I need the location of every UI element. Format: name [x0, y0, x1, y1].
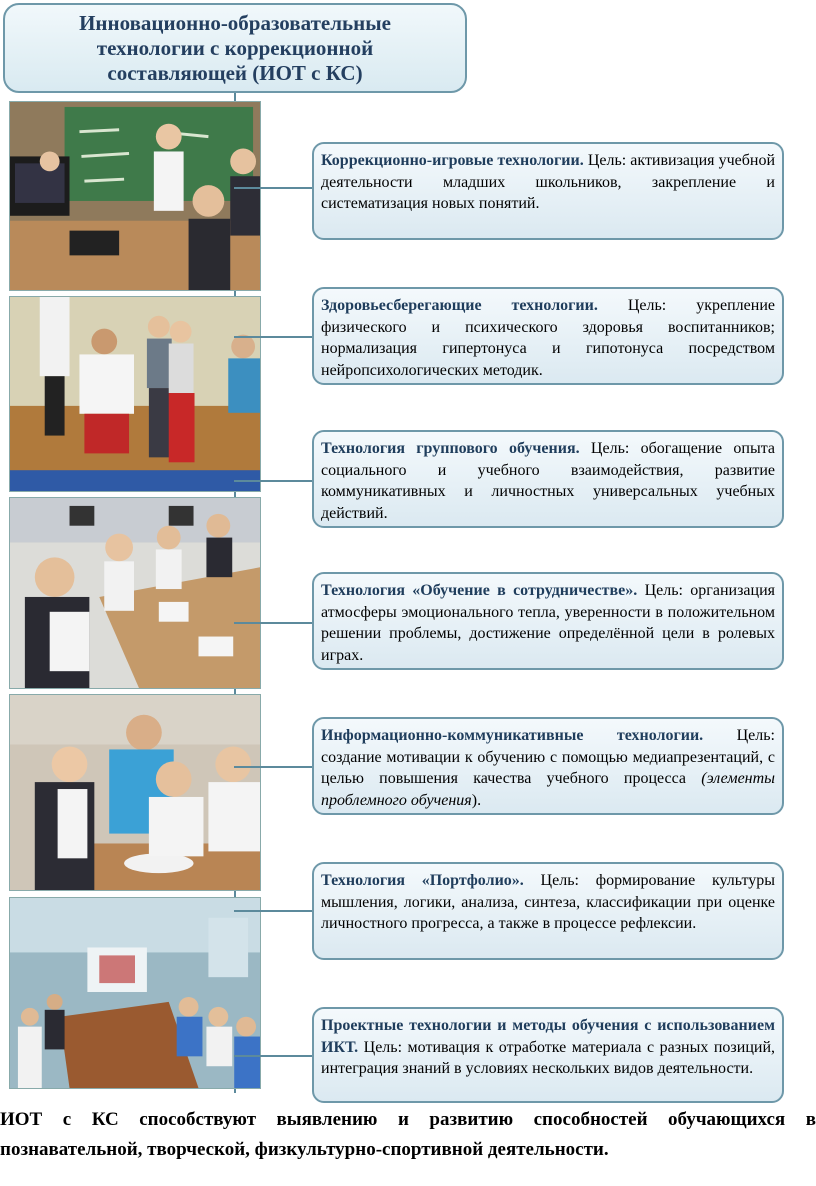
technology-goal-italic: (элементы проблемного обучения	[321, 770, 775, 809]
technology-box-group	[312, 430, 784, 528]
technology-box-correction-game	[312, 142, 784, 240]
technology-title: Технология группового обучения.	[321, 440, 580, 457]
technology-goal: Цель: создание мотивации к обучению с помощью медиапрезентаций, с целью повышения качества учебного процесса	[321, 727, 775, 787]
connector-5	[234, 766, 312, 768]
technology-title: Здоровьесберегающие технологии.	[321, 297, 598, 314]
classroom-presentation-photo	[9, 897, 261, 1089]
technology-goal: Цель: мотивация к отработке материала с разных позиций, интеграция знаний в условиях нескольких видов деятельности.	[321, 1038, 775, 1077]
technology-title: Технология «Обучение в сотрудничестве».	[321, 582, 638, 599]
technology-title: Коррекционно-игровые технологии.	[321, 152, 584, 169]
children-at-computer-photo	[9, 101, 261, 291]
group-work-at-tables-photo	[9, 497, 261, 689]
connector-1	[234, 187, 312, 189]
technology-goal: Цель: организация атмосферы эмоционального тепла, уверенности в положительном решении проблемы, достижение определённой цели в ролевых играх.	[321, 582, 775, 664]
technology-box-ict	[312, 717, 784, 815]
technology-box-portfolio	[312, 862, 784, 960]
exercise-in-hall-photo	[9, 296, 261, 492]
technology-box-cooperation	[312, 572, 784, 670]
technology-title: Проектные технологии и методы обучения с использованием ИКТ.	[321, 1017, 775, 1056]
technology-goal: Цель: обогащение опыта социального и учебного взаимодействия, развитие коммуникативных и личностных универсальных учебных действий.	[321, 440, 776, 522]
technology-goal-tail: ).	[471, 791, 482, 809]
technology-title: Технология «Портфолио».	[321, 872, 524, 889]
connector-2	[234, 336, 312, 338]
page-title: Инновационно-образовательные технологии с коррекционной составляющей (ИОТ с КС)	[79, 10, 391, 85]
connector-7	[234, 1055, 312, 1057]
teacher-with-children-photo	[9, 694, 261, 891]
connector-3	[234, 480, 312, 482]
connector-4	[234, 622, 312, 624]
conclusion-text: ИОТ с КС способствуют выявлению и развитию способностей обучающихся в познавательной, творческой, физкультурно-спортивной деятельности.	[0, 1109, 816, 1160]
technology-goal: Цель: укрепление физического и психического здоровья воспитанников; нормализация гипертонуса и гипотонуса посредством нейропсихологических методик.	[321, 297, 775, 379]
connector-6	[234, 910, 312, 912]
technology-title: Информационно-коммуникативные технологии.	[321, 727, 704, 744]
technology-box-health	[312, 287, 784, 385]
title-box	[3, 3, 467, 93]
technology-goal: Цель: формирование культуры мышления, логики, анализа, синтеза, классификации при оценке личностного прогресса, а также в процессе рефлексии.	[321, 872, 775, 932]
technology-box-project	[312, 1007, 784, 1103]
technology-goal: Цель: активизация учебной деятельности младших школьников, закрепление и систематизация новых понятий.	[321, 152, 775, 212]
